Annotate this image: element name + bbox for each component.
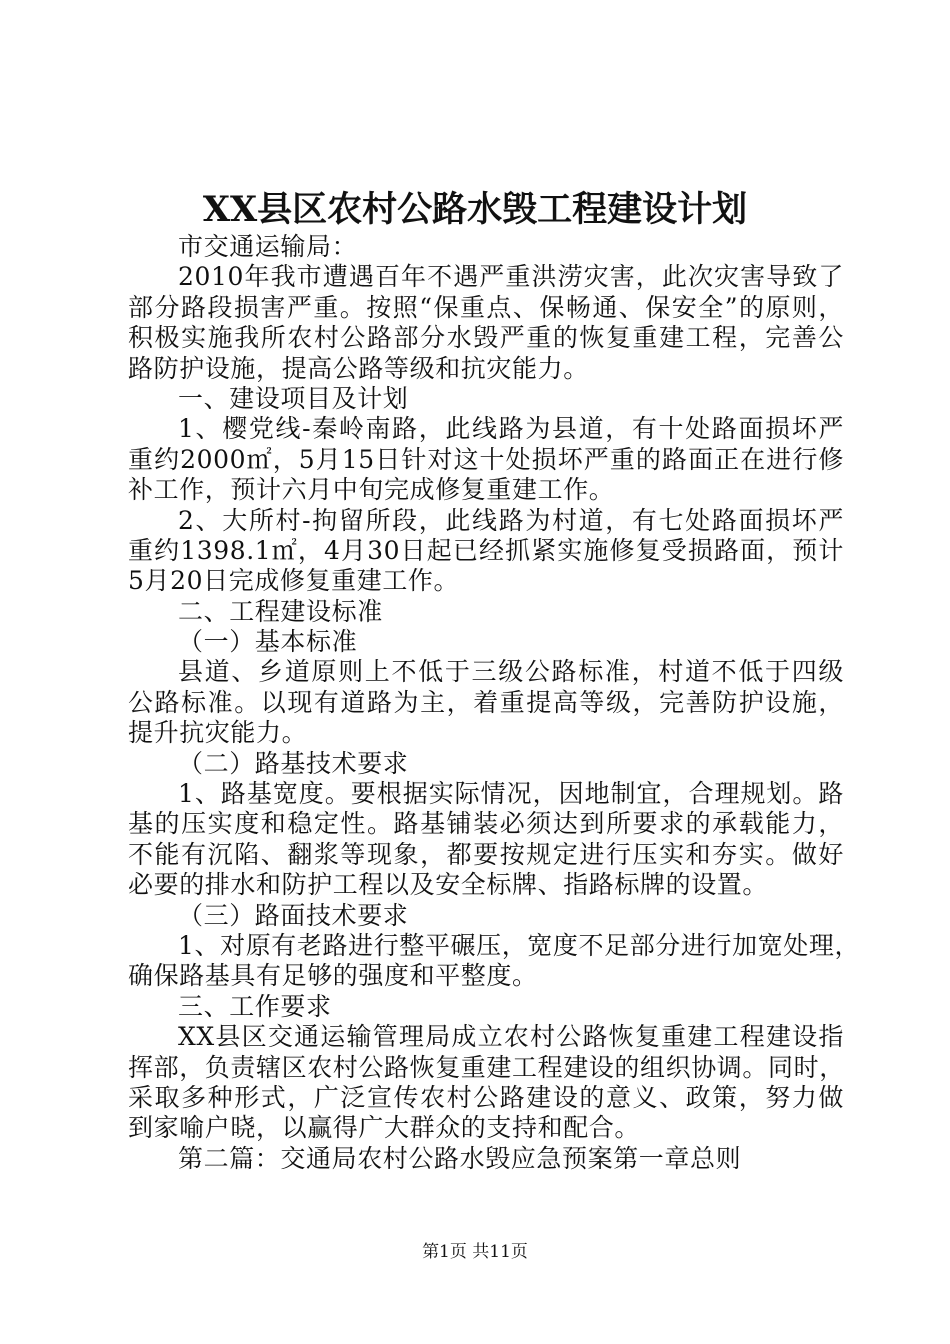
text-line: 不能有沉陷、翻浆等现象，都要按规定进行压实和夯实。做好 xyxy=(128,839,844,869)
text-line: 二、工程建设标准 xyxy=(178,596,383,626)
text-line: （一）基本标准 xyxy=(178,627,358,657)
text-line: 2、大所村-拘留所段，此线路为村道，有七处路面损坏严 xyxy=(178,505,844,535)
text-line: 1、路基宽度。要根据实际情况，因地制宜，合理规划。路 xyxy=(178,779,844,809)
text-line: 县道、乡道原则上不低于三级公路标准，村道不低于四级 xyxy=(178,657,844,687)
text-line: 一、建设项目及计划 xyxy=(178,383,409,413)
text-line: 5月20日完成修复重建工作。 xyxy=(128,566,460,596)
page-number: 第1页 共11页 xyxy=(422,1242,528,1262)
text-line: 重约1398.1㎡，4月30日起已经抓紧实施修复受损路面，预计 xyxy=(128,535,844,565)
text-line: 1、对原有老路进行整平碾压，宽度不足部分进行加宽处理， xyxy=(178,930,861,960)
text-line: 市交通运输局： xyxy=(178,232,358,261)
document-title: XX县区农村公路水毁工程建设计划 xyxy=(202,189,748,230)
text-line: 补工作，预计六月中旬完成修复重建工作。 xyxy=(128,475,615,505)
text-line: 第二篇：交通局农村公路水毁应急预案第一章总则 xyxy=(178,1143,742,1173)
text-line: 确保路基具有足够的强度和平整度。 xyxy=(128,961,538,991)
text-line: 2010年我市遭遇百年不遇严重洪涝灾害，此次灾害导致了 xyxy=(178,262,844,292)
text-line: 采取多种形式，广泛宣传农村公路建设的意义、政策，努力做 xyxy=(128,1082,844,1112)
document-body xyxy=(128,232,861,1174)
text-line: （三）路面技术要求 xyxy=(178,900,409,930)
text-line: 重约2000㎡，5月15日针对这十处损坏严重的路面正在进行修 xyxy=(128,444,844,474)
text-line: 路防护设施，提高公路等级和抗灾能力。 xyxy=(128,353,589,383)
text-line: 1、樱党线-秦岭南路，此线路为县道，有十处路面损坏严 xyxy=(178,414,844,444)
text-line: 部分路段损害严重。按照“保重点、保畅通、保安全”的原则， xyxy=(128,292,844,322)
text-line: 挥部，负责辖区农村公路恢复重建工程建设的组织协调。同时， xyxy=(128,1052,845,1082)
text-line: 三、工作要求 xyxy=(178,991,332,1021)
text-line: 公路标准。以现有道路为主，着重提高等级，完善防护设施， xyxy=(128,687,844,717)
text-line: XX县区交通运输管理局成立农村公路恢复重建工程建设指 xyxy=(178,1022,844,1052)
text-line: 基的压实度和稳定性。路基铺装必须达到所要求的承载能力， xyxy=(128,809,844,839)
text-line: 积极实施我所农村公路部分水毁严重的恢复重建工程，完善公 xyxy=(128,323,844,353)
text-line: 必要的排水和防护工程以及安全标牌、指路标牌的设置。 xyxy=(128,870,769,900)
text-line: 提升抗灾能力。 xyxy=(128,718,308,748)
text-line: （二）路基技术要求 xyxy=(178,748,409,778)
text-line: 到家喻户晓，以赢得广大群众的支持和配合。 xyxy=(128,1113,641,1143)
